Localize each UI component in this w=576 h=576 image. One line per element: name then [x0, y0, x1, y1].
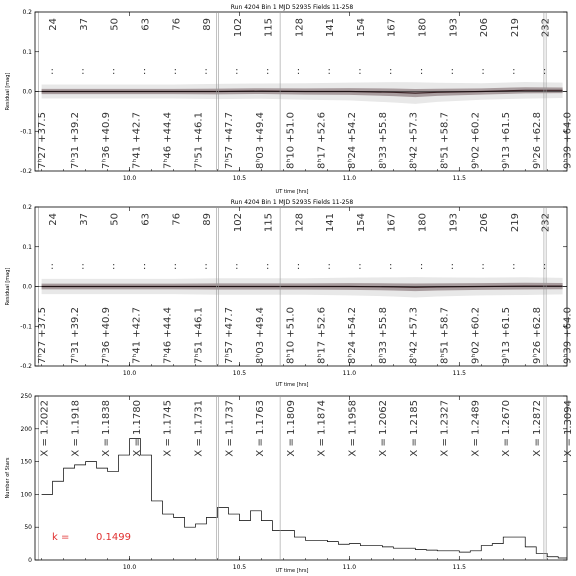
field-dot-marker: : [112, 261, 116, 272]
y-tick-label: 250 [20, 393, 32, 400]
field-dot-marker: : [296, 66, 301, 77]
field-number-label: 154 [355, 18, 367, 38]
airmass-label: X = 1.1745 [162, 400, 174, 457]
y-tick-label: 150 [20, 458, 32, 466]
field-coordinate-label: 8ʰ17 +52.6 [316, 112, 328, 169]
airmass-label: X = 1.2062 [378, 400, 390, 457]
field-number-label: 180 [417, 18, 429, 38]
y-tick-label: 0.2 [22, 9, 32, 16]
x-tick-label: 11.5 [452, 175, 466, 182]
airmass-label: X = 1.1763 [255, 400, 267, 457]
field-number-label: 154 [355, 213, 367, 233]
field-number-label: 206 [479, 18, 491, 38]
field-dot-marker: : [81, 66, 85, 77]
field-number-label: 193 [448, 18, 460, 38]
field-number-label: 167 [386, 213, 398, 233]
field-dot-marker: : [542, 66, 547, 77]
field-number-label: 206 [479, 213, 491, 233]
panel-1-title: Run 4204 Bin 1 MJD 52935 Fields 11-258 [230, 4, 354, 11]
field-coordinate-label: 8ʰ24 +54.2 [347, 307, 359, 364]
field-number-label: 128 [294, 18, 306, 38]
field-coordinate-label: 9ʰ39 +64.0 [562, 112, 574, 169]
field-coordinate-label: 7ʰ51 +46.1 [193, 307, 205, 364]
y-tick-label: 0.1 [22, 48, 32, 56]
field-dot-marker: : [142, 66, 147, 77]
field-number-label: 89 [202, 18, 214, 31]
airmass-label: X = 1.3094 [562, 400, 574, 457]
field-coordinate-label: 9ʰ13 +61.5 [501, 112, 513, 169]
field-coordinate-label: 8ʰ33 +55.8 [377, 112, 389, 169]
panel-2-x-axis-label: UT time [hrs] [275, 382, 309, 388]
field-coordinate-label: 7ʰ27 +37.5 [37, 112, 49, 169]
field-dot-marker: : [112, 66, 116, 77]
field-coordinate-label: 8ʰ42 +57.3 [408, 307, 420, 364]
field-coordinate-label: 8ʰ33 +55.8 [377, 307, 389, 364]
field-coordinate-label: 9ʰ39 +64.0 [562, 307, 574, 364]
field-dot-marker: : [235, 261, 239, 272]
field-coordinate-label: 9ʰ26 +62.8 [531, 112, 543, 169]
field-dot-marker: : [327, 66, 331, 77]
field-number-label: 141 [325, 213, 337, 233]
field-number-label: 219 [509, 213, 521, 233]
field-coordinate-label: 7ʰ57 +47.7 [224, 112, 236, 169]
field-number-label: 232 [540, 213, 552, 233]
y-tick-label: 0.0 [22, 88, 32, 96]
field-dot-marker: : [512, 261, 516, 272]
field-number-label: 89 [202, 213, 214, 226]
field-dot-marker: : [358, 66, 362, 77]
field-number-label: 24 [48, 18, 60, 31]
field-dot-marker: : [204, 66, 208, 77]
field-coordinate-label: 9ʰ02 +60.2 [470, 112, 482, 169]
airmass-label: X = 1.1780 [131, 400, 143, 457]
airmass-label: X = 1.1874 [316, 400, 328, 457]
y-tick-label: 0.2 [22, 204, 32, 211]
field-coordinate-label: 8ʰ10 +51.0 [285, 112, 297, 169]
field-coordinate-label: 8ʰ24 +54.2 [347, 112, 359, 169]
y-tick-label: 0.1 [22, 243, 32, 251]
x-tick-label: 11.0 [342, 370, 357, 377]
x-tick-label: 10.0 [122, 564, 137, 571]
field-dot-marker: : [327, 261, 331, 272]
y-tick-label: -0.2 [20, 168, 32, 175]
airmass-label: X = 1.1838 [101, 400, 113, 457]
field-coordinate-label: 7ʰ57 +47.7 [224, 307, 236, 364]
airmass-label: X = 1.2327 [439, 400, 451, 457]
x-tick-label: 11.0 [342, 175, 357, 182]
y-tick-label: -0.1 [20, 323, 32, 331]
x-tick-label: 11.0 [342, 564, 357, 571]
field-coordinate-label: 8ʰ03 +49.4 [254, 307, 266, 364]
airmass-label: X = 1.2022 [39, 400, 51, 457]
x-tick-label: 10.5 [232, 370, 247, 377]
panel-2-title: Run 4204 Bin 1 MJD 52935 Fields 11-258 [230, 199, 354, 206]
airmass-label: X = 1.1958 [347, 400, 359, 457]
field-coordinate-label: 7ʰ51 +46.1 [193, 112, 205, 169]
field-number-label: 232 [540, 18, 552, 38]
airmass-label: X = 1.1918 [70, 400, 82, 457]
star-count-panel [5, 393, 574, 574]
field-number-label: 180 [417, 213, 429, 233]
field-number-label: 37 [78, 213, 90, 226]
field-number-label: 102 [232, 18, 244, 38]
airmass-label: X = 1.1731 [193, 400, 205, 457]
field-number-label: 115 [263, 213, 275, 233]
y-tick-label: 200 [20, 425, 32, 433]
field-dot-marker: : [419, 66, 424, 77]
y-tick-label: -0.1 [20, 128, 32, 136]
field-coordinate-label: 8ʰ51 +58.7 [439, 112, 451, 169]
field-dot-marker: : [358, 261, 362, 272]
airmass-label: X = 1.2489 [470, 400, 482, 457]
field-number-label: 219 [509, 18, 521, 38]
field-number-label: 63 [140, 18, 152, 31]
field-dot-marker: : [265, 261, 270, 272]
field-dot-marker: : [419, 261, 424, 272]
field-dot-marker: : [81, 261, 85, 272]
x-tick-label: 10.0 [122, 175, 137, 182]
field-dot-marker: : [173, 66, 177, 77]
field-dot-marker: : [235, 66, 239, 77]
field-number-label: 50 [109, 18, 121, 31]
field-number-label: 76 [171, 18, 183, 31]
field-number-label: 193 [448, 213, 460, 233]
field-dot-marker: : [450, 66, 454, 77]
field-number-label: 63 [140, 213, 152, 226]
x-tick-label: 11.5 [452, 564, 466, 571]
field-coordinate-label: 8ʰ42 +57.3 [408, 112, 420, 169]
field-coordinate-label: 9ʰ13 +61.5 [501, 307, 513, 364]
y-tick-label: -0.2 [20, 363, 32, 370]
field-coordinate-label: 9ʰ02 +60.2 [470, 307, 482, 364]
field-dot-marker: : [50, 261, 54, 272]
field-dot-marker: : [204, 261, 208, 272]
field-number-label: 128 [294, 213, 306, 233]
airmass-label: X = 1.2185 [408, 400, 420, 457]
y-tick-label: 0 [28, 557, 32, 564]
y-tick-label: 50 [24, 524, 32, 532]
field-number-label: 167 [386, 18, 398, 38]
field-dot-marker: : [50, 66, 54, 77]
airmass-label: X = 1.1737 [224, 400, 236, 457]
residual-panel-1 [5, 4, 574, 195]
field-number-label: 24 [48, 213, 60, 226]
field-dot-marker: : [142, 261, 147, 272]
field-dot-marker: : [173, 261, 177, 272]
field-coordinate-label: 7ʰ31 +39.2 [70, 112, 82, 169]
field-coordinate-label: 8ʰ10 +51.0 [285, 307, 297, 364]
panel-3-y-axis-label: Number of Stars [5, 457, 11, 499]
field-dot-marker: : [512, 66, 516, 77]
x-tick-label: 10.0 [122, 370, 137, 377]
field-coordinate-label: 7ʰ46 +44.4 [162, 112, 174, 169]
field-dot-marker: : [542, 261, 547, 272]
field-coordinate-label: 7ʰ41 +42.7 [131, 112, 143, 169]
field-number-label: 115 [263, 18, 275, 38]
field-dot-marker: : [481, 261, 485, 272]
field-coordinate-label: 7ʰ36 +40.9 [100, 307, 112, 364]
field-coordinate-label: 7ʰ41 +42.7 [131, 307, 143, 364]
field-dot-marker: : [389, 261, 393, 272]
y-tick-label: 100 [20, 491, 32, 499]
field-coordinate-label: 7ʰ36 +40.9 [100, 112, 112, 169]
field-coordinate-label: 7ʰ46 +44.4 [162, 307, 174, 364]
field-number-label: 141 [325, 18, 337, 38]
field-coordinate-label: 8ʰ17 +52.6 [316, 307, 328, 364]
panel-2-y-axis-label: Residual [mag] [5, 267, 11, 306]
extinction-k-label: k = [52, 532, 70, 543]
field-coordinate-label: 7ʰ27 +37.5 [37, 307, 49, 364]
field-number-label: 76 [171, 213, 183, 226]
y-tick-label: 0.0 [22, 283, 32, 291]
field-coordinate-label: 8ʰ03 +49.4 [254, 112, 266, 169]
airmass-label: X = 1.2872 [532, 400, 544, 457]
field-dot-marker: : [389, 66, 393, 77]
x-tick-label: 10.5 [232, 564, 247, 571]
field-coordinate-label: 7ʰ31 +39.2 [70, 307, 82, 364]
field-dot-marker: : [481, 66, 485, 77]
panel-3-x-axis-label: UT time [hrs] [275, 568, 309, 574]
residual-panel-2 [5, 199, 574, 388]
extinction-k-value: 0.1499 [96, 532, 131, 543]
x-tick-label: 10.5 [232, 175, 247, 182]
field-coordinate-label: 8ʰ51 +58.7 [439, 307, 451, 364]
panel-1-y-axis-label: Residual [mag] [5, 72, 11, 111]
panel-1-x-axis-label: UT time [hrs] [275, 189, 309, 195]
field-number-label: 37 [78, 18, 90, 31]
airmass-label: X = 1.1809 [285, 400, 297, 457]
airmass-label: X = 1.2670 [501, 400, 513, 457]
field-dot-marker: : [296, 261, 301, 272]
field-coordinate-label: 9ʰ26 +62.8 [531, 307, 543, 364]
field-dot-marker: : [265, 66, 270, 77]
field-number-label: 102 [232, 213, 244, 233]
x-tick-label: 11.5 [452, 370, 466, 377]
field-number-label: 50 [109, 213, 121, 226]
field-dot-marker: : [450, 261, 454, 272]
